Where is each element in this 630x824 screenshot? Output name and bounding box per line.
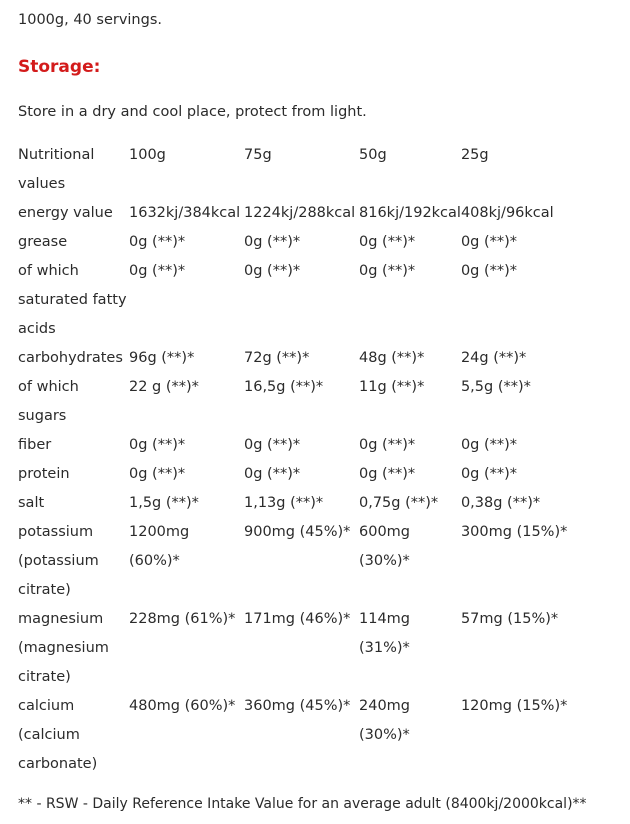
table-cell: 0,75g (**)* bbox=[359, 495, 439, 511]
table-cell: 0g (**)* bbox=[460, 466, 518, 482]
table-cell: 900mg (45%)* bbox=[244, 524, 351, 540]
storage-text: Store in a dry and cool place, protect from light. bbox=[18, 104, 367, 120]
header-cell: Nutritional values bbox=[18, 147, 95, 192]
row-label: salt bbox=[18, 495, 45, 511]
table-row bbox=[18, 373, 581, 431]
table-cell: 5,5g (**)* bbox=[460, 379, 531, 395]
table-row bbox=[18, 228, 581, 257]
table-cell: 0g (**)* bbox=[359, 234, 416, 250]
table-row bbox=[18, 489, 581, 518]
table-cell: 408kj/96kcal bbox=[460, 205, 554, 221]
table-row bbox=[18, 605, 581, 692]
table-cell: 1200mg (60%)* bbox=[129, 524, 190, 569]
table-cell: 0g (**)* bbox=[244, 466, 301, 482]
row-label: of which sugars bbox=[18, 379, 79, 424]
table-cell: 1632kj/384kcal bbox=[129, 205, 241, 221]
row-label: fiber bbox=[18, 437, 52, 453]
table-cell: 360mg (45%)* bbox=[244, 698, 351, 714]
table-cell: 24g (**)* bbox=[460, 350, 527, 366]
table-row bbox=[18, 257, 581, 344]
header-cell: 75g bbox=[244, 147, 272, 163]
table-cell: 0g (**)* bbox=[244, 234, 301, 250]
table-cell: 120mg (15%)* bbox=[460, 698, 568, 714]
table-cell: 300mg (15%)* bbox=[460, 524, 568, 540]
table-cell: 0g (**)* bbox=[129, 437, 186, 453]
table-cell: 0g (**)* bbox=[359, 263, 416, 279]
table-cell: 0g (**)* bbox=[129, 466, 186, 482]
storage-heading: Storage: bbox=[18, 57, 101, 77]
table-cell: 11g (**)* bbox=[359, 379, 425, 395]
header-cell: 100g bbox=[129, 147, 166, 163]
row-label: potassium (potassium citrate) bbox=[18, 524, 99, 598]
table-cell: 0g (**)* bbox=[129, 234, 186, 250]
row-label: carbohydrates bbox=[18, 350, 123, 366]
table-cell: 600mg (30%)* bbox=[359, 524, 411, 569]
row-label: calcium (calcium carbonate) bbox=[18, 698, 98, 772]
table-cell: 0g (**)* bbox=[359, 437, 416, 453]
table-cell: 0g (**)* bbox=[460, 263, 518, 279]
table-cell: 22 g (**)* bbox=[129, 379, 199, 395]
table-cell: 0g (**)* bbox=[359, 466, 416, 482]
table-cell: 16,5g (**)* bbox=[244, 379, 324, 395]
table-cell: 0g (**)* bbox=[244, 263, 301, 279]
nutrition-table bbox=[18, 141, 581, 779]
table-cell: 72g (**)* bbox=[244, 350, 310, 366]
row-label: energy value bbox=[18, 205, 113, 221]
table-row bbox=[18, 431, 581, 460]
table-cell: 480mg (60%)* bbox=[129, 698, 236, 714]
table-cell: 57mg (15%)* bbox=[460, 611, 559, 627]
table-row bbox=[18, 692, 581, 779]
pack-info: 1000g, 40 servings. bbox=[18, 12, 162, 28]
table-cell: 96g (**)* bbox=[129, 350, 195, 366]
table-cell: 1,5g (**)* bbox=[129, 495, 199, 511]
table-cell: 171mg (46%)* bbox=[244, 611, 351, 627]
table-header-row bbox=[18, 141, 581, 199]
table-cell: 0g (**)* bbox=[244, 437, 301, 453]
table-row bbox=[18, 460, 581, 489]
row-label: protein bbox=[18, 466, 70, 482]
row-label: grease bbox=[18, 234, 68, 250]
table-row bbox=[18, 344, 581, 373]
table-cell: 0,38g (**)* bbox=[460, 495, 541, 511]
header-cell: 25g bbox=[460, 147, 489, 163]
table-row bbox=[18, 518, 581, 605]
table-cell: 0g (**)* bbox=[460, 437, 518, 453]
table-cell: 240mg (30%)* bbox=[359, 698, 411, 743]
row-label: magnesium (magnesium citrate) bbox=[18, 611, 109, 685]
table-cell: 0g (**)* bbox=[129, 263, 186, 279]
table-cell: 1224kj/288kcal bbox=[244, 205, 356, 221]
table-cell: 816kj/192kcal bbox=[359, 205, 461, 221]
table-cell: 1,13g (**)* bbox=[244, 495, 324, 511]
table-cell: 0g (**)* bbox=[460, 234, 518, 250]
table-row bbox=[18, 199, 581, 228]
header-cell: 50g bbox=[359, 147, 387, 163]
row-label: of which saturated fatty acids bbox=[18, 263, 127, 337]
table-cell: 228mg (61%)* bbox=[129, 611, 236, 627]
footnote: ** - RSW - Daily Reference Intake Value for an average adult (8400kj/2000kcal)** bbox=[18, 796, 587, 812]
table-cell: 48g (**)* bbox=[359, 350, 425, 366]
table-cell: 114mg (31%)* bbox=[359, 611, 411, 656]
